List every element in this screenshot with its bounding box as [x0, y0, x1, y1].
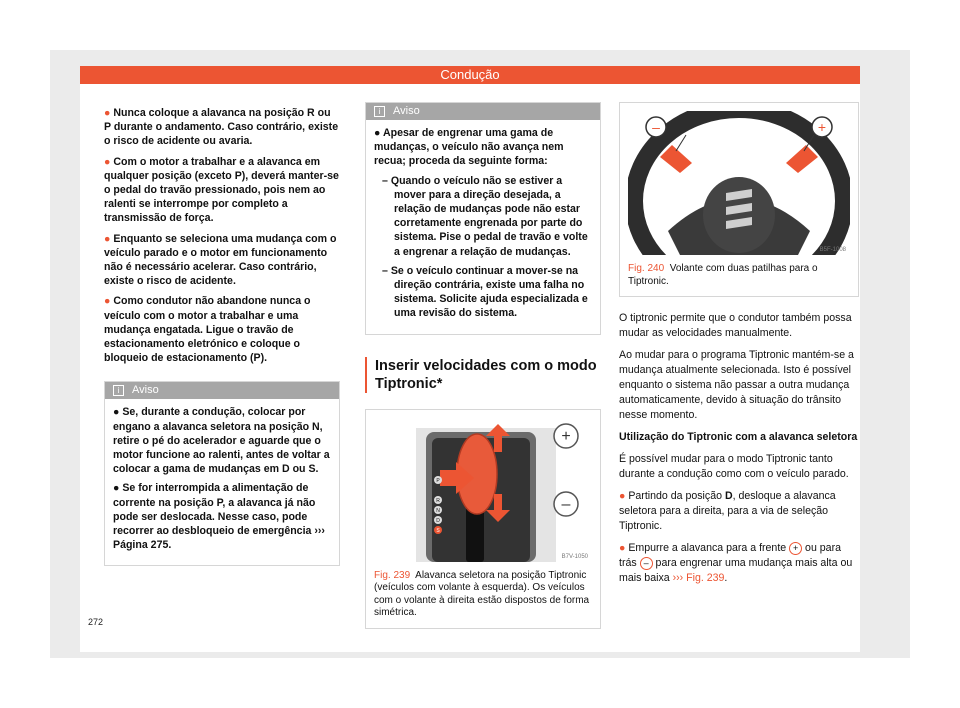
- warning-item: ● Se, durante a condução, colocar por engano a alavanca seletora na posição N, retire o pé do acelerador e aguarde que o motor funcione ao ralenti, antes de voltar a colocar a gama de mudanças em D ou S.: [113, 406, 330, 476]
- bullet-item: ● Enquanto se seleciona uma mudança com o veículo parado e o motor em funcionamento não é necessário acelerar. Caso contrário, existe o risco de acidente.: [104, 232, 337, 288]
- figure-reference-link[interactable]: ››› Fig. 239: [672, 572, 725, 584]
- bullet-item: ● Como condutor não abandone nunca o veículo com o motor a trabalhar e uma mudança engatada. Ligue o travão de estacionamento eletrónico e coloque o bloqueio de estacionamento (P).: [104, 295, 311, 365]
- gear-letter-p: P: [436, 477, 440, 484]
- bullet-item: ● Empurre a alavanca para a frente + ou para trás – para engrenar uma mudança mais alta ou mais baixa ››› Fig. 239.: [619, 542, 853, 584]
- figure-code: B7V-1050: [561, 553, 588, 560]
- minus-symbol: –: [652, 119, 660, 135]
- minus-symbol: –: [640, 557, 653, 570]
- gear-letter-d: D: [436, 517, 440, 524]
- manual-page: [80, 66, 860, 652]
- body-text: [619, 311, 859, 586]
- figure-240: [619, 102, 859, 297]
- warning-box: [365, 102, 601, 335]
- bullet-item: ● Com o motor a trabalhar e a alavanca em qualquer posição (exceto P), deverá manter-se o pedal do travão pressionado, pois nem ao ralenti se interrompe por completo a transmissão de força.: [104, 155, 339, 225]
- paragraph: Ao mudar para o programa Tiptronic mantém-se a mudança atualmente selecionada. Isto é possível enquanto o sistema não passar a outra mudança automaticamente, devido à situação do trânsito nesse momento.: [619, 349, 854, 421]
- gear-selector-illustration: [374, 418, 592, 562]
- warning-subitem: – Quando o veículo não se estiver a mover para a direção desejada, a relação de mudanças pode não estar corretamente engrenada por parte do sistema. Pise o pedal de travão e volte a engrenar a relação de mudanças.: [382, 174, 588, 258]
- plus-symbol: +: [561, 427, 571, 445]
- gear-letter-n: N: [436, 507, 440, 514]
- figure-239: [365, 409, 601, 629]
- gear-letter-s: S: [436, 527, 440, 534]
- figure-caption: Fig. 239 Alavanca seletora na posição Tiptronic (veículos com volante à esquerda). Os veículos com o volante à direita estão dispostos de forma simétrica.: [374, 569, 590, 619]
- warning-box: [104, 381, 340, 566]
- warning-header: i Aviso: [366, 103, 600, 120]
- right-column: [619, 102, 859, 593]
- bullet-item: ● Nunca coloque a alavanca na posição R ou P durante o andamento. Caso contrário, existe o risco de acidente ou avaria.: [104, 107, 339, 148]
- warning-body: [105, 399, 339, 565]
- warning-header: i Aviso: [105, 382, 339, 399]
- gear-letter-r: R: [436, 497, 440, 504]
- warning-item: ● Se for interrompida a alimentação de corrente na posição P, a alavanca já não pode ser deslocada. Nesse caso, pode recorrer ao desbloqueio de emergência ››› Página 275.: [113, 482, 325, 552]
- bullet-dot: ●: [104, 295, 114, 308]
- info-icon: i: [113, 385, 124, 396]
- chapter-header: Condução: [80, 66, 860, 84]
- figure-caption: Fig. 240 Volante com duas patilhas para o Tiptronic.: [628, 263, 818, 287]
- plus-symbol: +: [817, 119, 827, 135]
- steering-wheel-drawing: [628, 111, 850, 255]
- warning-subitem: – Se o veículo continuar a mover-se na direção contrária, existe uma falha no sistema. Solicite ajuda especializada e uma revisão do sistema.: [382, 264, 588, 320]
- minus-symbol: –: [561, 495, 571, 513]
- bullet-dot: ●: [104, 232, 114, 245]
- gear-lever-drawing: [374, 418, 594, 562]
- warning-intro: ● Apesar de engrenar uma gama de mudanças, o veículo não avança nem recua; proceda da seguinte forma:: [374, 127, 564, 168]
- warning-body: [366, 120, 600, 334]
- bullet-dot: ●: [104, 155, 114, 168]
- bullet-item: ● Partindo da posição D, desloque a alavanca seletora para a direita, para a via de seleção Tiptronic.: [619, 490, 836, 532]
- left-column: [104, 106, 340, 566]
- subheading: Utilização do Tiptronic com a alavanca seletora: [619, 431, 858, 443]
- page-number: 272: [88, 617, 104, 627]
- paragraph: É possível mudar para o modo Tiptronic tanto durante a condução como com o veículo parado.: [619, 453, 849, 480]
- paragraph: O tiptronic permite que o condutor também possa mudar as velocidades manualmente.: [619, 312, 852, 339]
- info-icon: i: [374, 106, 385, 117]
- steering-wheel-illustration: [628, 111, 850, 255]
- bullet-dot: ●: [104, 107, 114, 119]
- warning-bullets: [104, 106, 340, 365]
- section-title: Inserir velocidades com o modo Tiptronic*: [365, 357, 601, 393]
- figure-code: B5F-1008: [819, 247, 846, 253]
- middle-column: [365, 102, 601, 629]
- plus-symbol: +: [789, 542, 802, 555]
